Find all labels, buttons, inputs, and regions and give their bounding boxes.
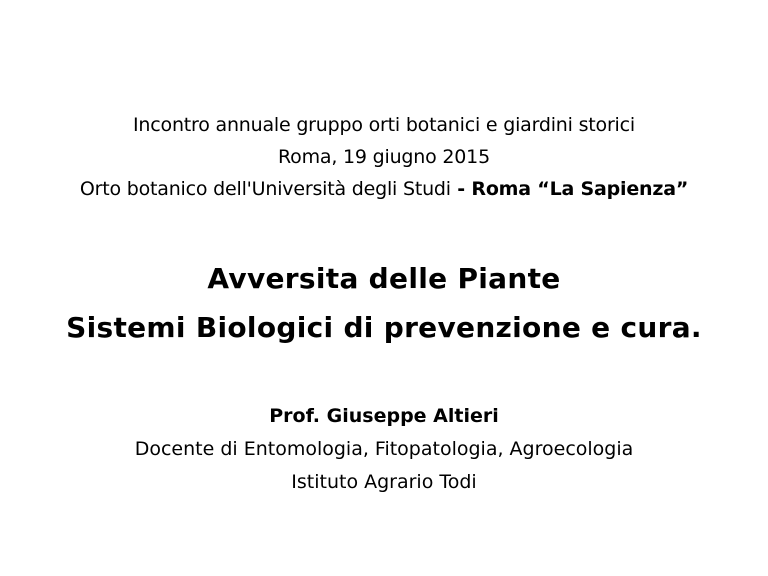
presentation-subtitle: Sistemi Biologici di prevenzione e cura.: [66, 311, 702, 344]
presentation-title: Avversita delle Piante: [207, 262, 561, 295]
author-role: Docente di Entomologia, Fitopatologia, Agroecologia: [134, 438, 634, 460]
author-name: Prof. Giuseppe Altieri: [269, 405, 499, 427]
event-venue-location: - Roma “La Sapienza”: [450, 178, 689, 200]
author-institute: Istituto Agrario Todi: [291, 471, 477, 493]
event-date: Roma, 19 giugno 2015: [278, 146, 490, 168]
event-venue: [0, 178, 768, 200]
event-title: Incontro annuale gruppo orti botanici e giardini storici: [133, 114, 635, 136]
event-venue-name: Orto botanico dell'Università degli Studi: [79, 178, 451, 200]
